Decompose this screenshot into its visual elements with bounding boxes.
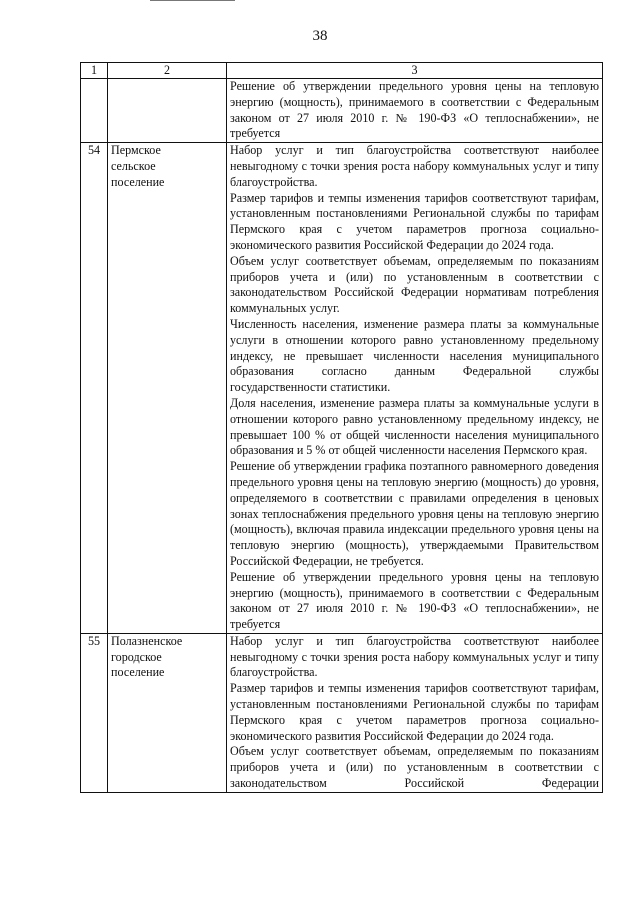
row-number: 54 — [81, 143, 108, 634]
description-cell — [227, 633, 603, 792]
row-number: 55 — [81, 633, 108, 792]
header-col-3: 3 — [227, 63, 603, 79]
row-number — [81, 79, 108, 143]
settlement-name — [108, 143, 227, 634]
data-table — [80, 62, 603, 793]
settlement-name-line: городское — [111, 649, 162, 664]
description-cell — [227, 143, 603, 634]
header-col-2: 2 — [108, 63, 227, 79]
description-paragraph: Решение об утверждении предельного уровня цены на тепловую энергию (мощность), принимаемого в соответствии с Федеральным законом от 27 июля 2010 г. № 190-ФЗ «О теплоснабжении», не требуется — [230, 79, 599, 141]
settlement-name-line: поселение — [111, 174, 165, 189]
table-body — [81, 63, 603, 793]
description-paragraph: Размер тарифов и темпы изменения тарифов соответствуют тарифам, установленным постановлениями Региональной службы по тарифам Пермского края с учетом параметров прогноза социально-экономического развития Российской Федерации до 2024 года. — [230, 681, 599, 743]
description-cell — [227, 79, 603, 143]
settlement-name — [108, 79, 227, 143]
table-row — [81, 79, 603, 143]
description-paragraph: Решение об утверждении предельного уровня цены на тепловую энергию (мощность), принимаемого в соответствии с Федеральным законом от 27 июля 2010 г. № 190-ФЗ «О теплоснабжении», не требуется — [230, 569, 599, 632]
top-scan-line — [150, 0, 235, 1]
description-paragraph: Объем услуг соответствует объемам, определяемым по показаниям приборов учета и (или) по установленным в соответствии с законодательством Российской Федерации — [230, 744, 599, 791]
table-row — [81, 633, 603, 792]
description-paragraph: Решение об утверждении графика поэтапного равномерного доведения предельного уровня цены на тепловую энергию (мощность) до уровня, определяемого в соответствии с правилами определения в ценовых зонах теплоснабжения предельного уровня цены на тепловую энергию (мощность), включая правила индексации предельного уровня цены на тепловую энергию (мощность), утверждаемыми Правительством Российской Федерации, не требуется. — [230, 459, 599, 568]
settlement-name-line: сельское — [111, 158, 156, 173]
table-row — [81, 143, 603, 634]
settlement-name-line: Пермское — [111, 143, 161, 158]
description-paragraph: Численность населения, изменение размера платы за коммунальные услуги в отношении которого равно установленному предельному индексу, не превышает численности населения муниципального образования согласно данным Федеральной службы государственности статистики. — [230, 316, 599, 395]
description-paragraph: Объем услуг соответствует объемам, определяемым по показаниям приборов учета и (или) по установленным в соответствии с законодательством Российской Федерации нормативам потребления коммунальных услуг. — [230, 253, 599, 316]
settlement-name-line: Полазненское — [111, 633, 183, 648]
settlement-name-line: поселение — [111, 665, 165, 680]
description-paragraph: Набор услуг и тип благоустройства соответствуют наиболее невыгодному с точки зрения роста набору коммунальных услуг и типу благоустройства. — [230, 143, 599, 189]
description-paragraph: Набор услуг и тип благоустройства соответствуют наиболее невыгодному с точки зрения роста набору коммунальных услуг и типу благоустройства. — [230, 633, 599, 680]
description-paragraph: Размер тарифов и темпы изменения тарифов соответствуют тарифам, установленным постановлениями Региональной службы по тарифам Пермского края с учетом параметров прогноза социально-экономического развития Российской Федерации до 2024 года. — [230, 190, 599, 252]
header-col-1: 1 — [81, 63, 108, 79]
settlement-name — [108, 633, 227, 792]
description-paragraph: Доля населения, изменение размера платы за коммунальные услуги в отношении которого равно установленному предельному индексу, не превышает 100 % от общей численности населения муниципального образования и 5 % от общей численности населения Пермского края. — [230, 395, 599, 458]
table-header-row — [81, 63, 603, 79]
page-number: 38 — [312, 28, 328, 44]
